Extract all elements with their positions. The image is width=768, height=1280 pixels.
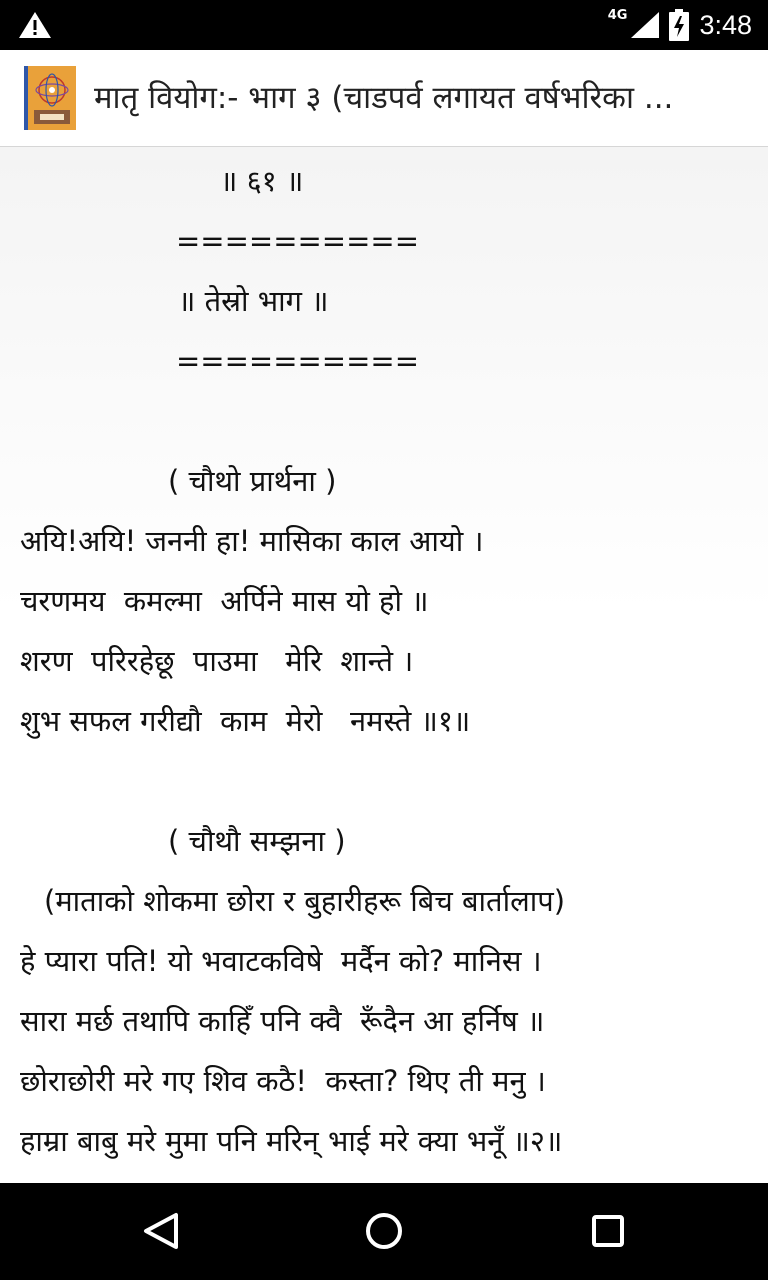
subsection-heading: ( चौथौ सम्झना )	[168, 824, 346, 858]
status-icons	[608, 0, 752, 50]
home-icon[interactable]	[354, 1201, 414, 1261]
alert-icon	[18, 10, 52, 40]
back-icon[interactable]	[130, 1201, 190, 1261]
status-bar	[0, 0, 768, 50]
poem-line: चरणमय कमल्मा अर्पिने मास यो हो ॥	[20, 584, 429, 618]
separator-line: ==========	[176, 344, 419, 378]
section-heading: ॥ तेस्रो भाग ॥	[178, 284, 329, 318]
poem-line: शुभ सफल गरीद्यौ काम मेरो नमस्ते ॥१॥	[20, 704, 471, 738]
poem-line: हाम्रा बाबु मरे मुमा पनि मरिन् भाई मरे क्या भनूँ ॥२॥	[20, 1124, 563, 1158]
subsection-heading: ( चौथो प्रार्थना )	[168, 464, 337, 498]
poem-subtitle: (माताको शोकमा छोरा र बुहारीहरू बिच बार्तालाप)	[44, 884, 566, 918]
poem-line: सारा मर्छ तथापि काहिँ पनि क्वै रूँदैन आ हर्निष ॥	[20, 1004, 545, 1038]
clock: 3:48	[699, 9, 752, 40]
signal-icon	[629, 10, 659, 40]
poem-line: हे प्यारा पति! यो भवाटकविषे मर्दैन को? मानिस ।	[20, 944, 542, 978]
app-title: मातृ वियोग:- भाग ३ (चाडपर्व लगायत वर्षभरिका ...	[94, 80, 674, 116]
separator-line: ==========	[176, 224, 419, 258]
poem-line: शरण परिरहेछू पाउमा मेरि शान्ते ।	[20, 644, 414, 678]
poem-content	[0, 147, 768, 1183]
poem-line: छोराछोरी मरे गए शिव कठै! कस्ता? थिए ती मनु ।	[20, 1064, 546, 1098]
network-type-label: 4G	[607, 7, 628, 23]
app-logo-icon[interactable]	[24, 66, 76, 130]
navigation-bar	[0, 1183, 768, 1280]
battery-charging-icon	[669, 9, 689, 41]
poem-line: अयि!अयि! जननी हा! मासिका काल आयो ।	[20, 524, 484, 558]
verse-number: ॥ ६१ ॥	[220, 164, 304, 198]
recents-icon[interactable]	[578, 1201, 638, 1261]
app-bar	[0, 50, 768, 147]
